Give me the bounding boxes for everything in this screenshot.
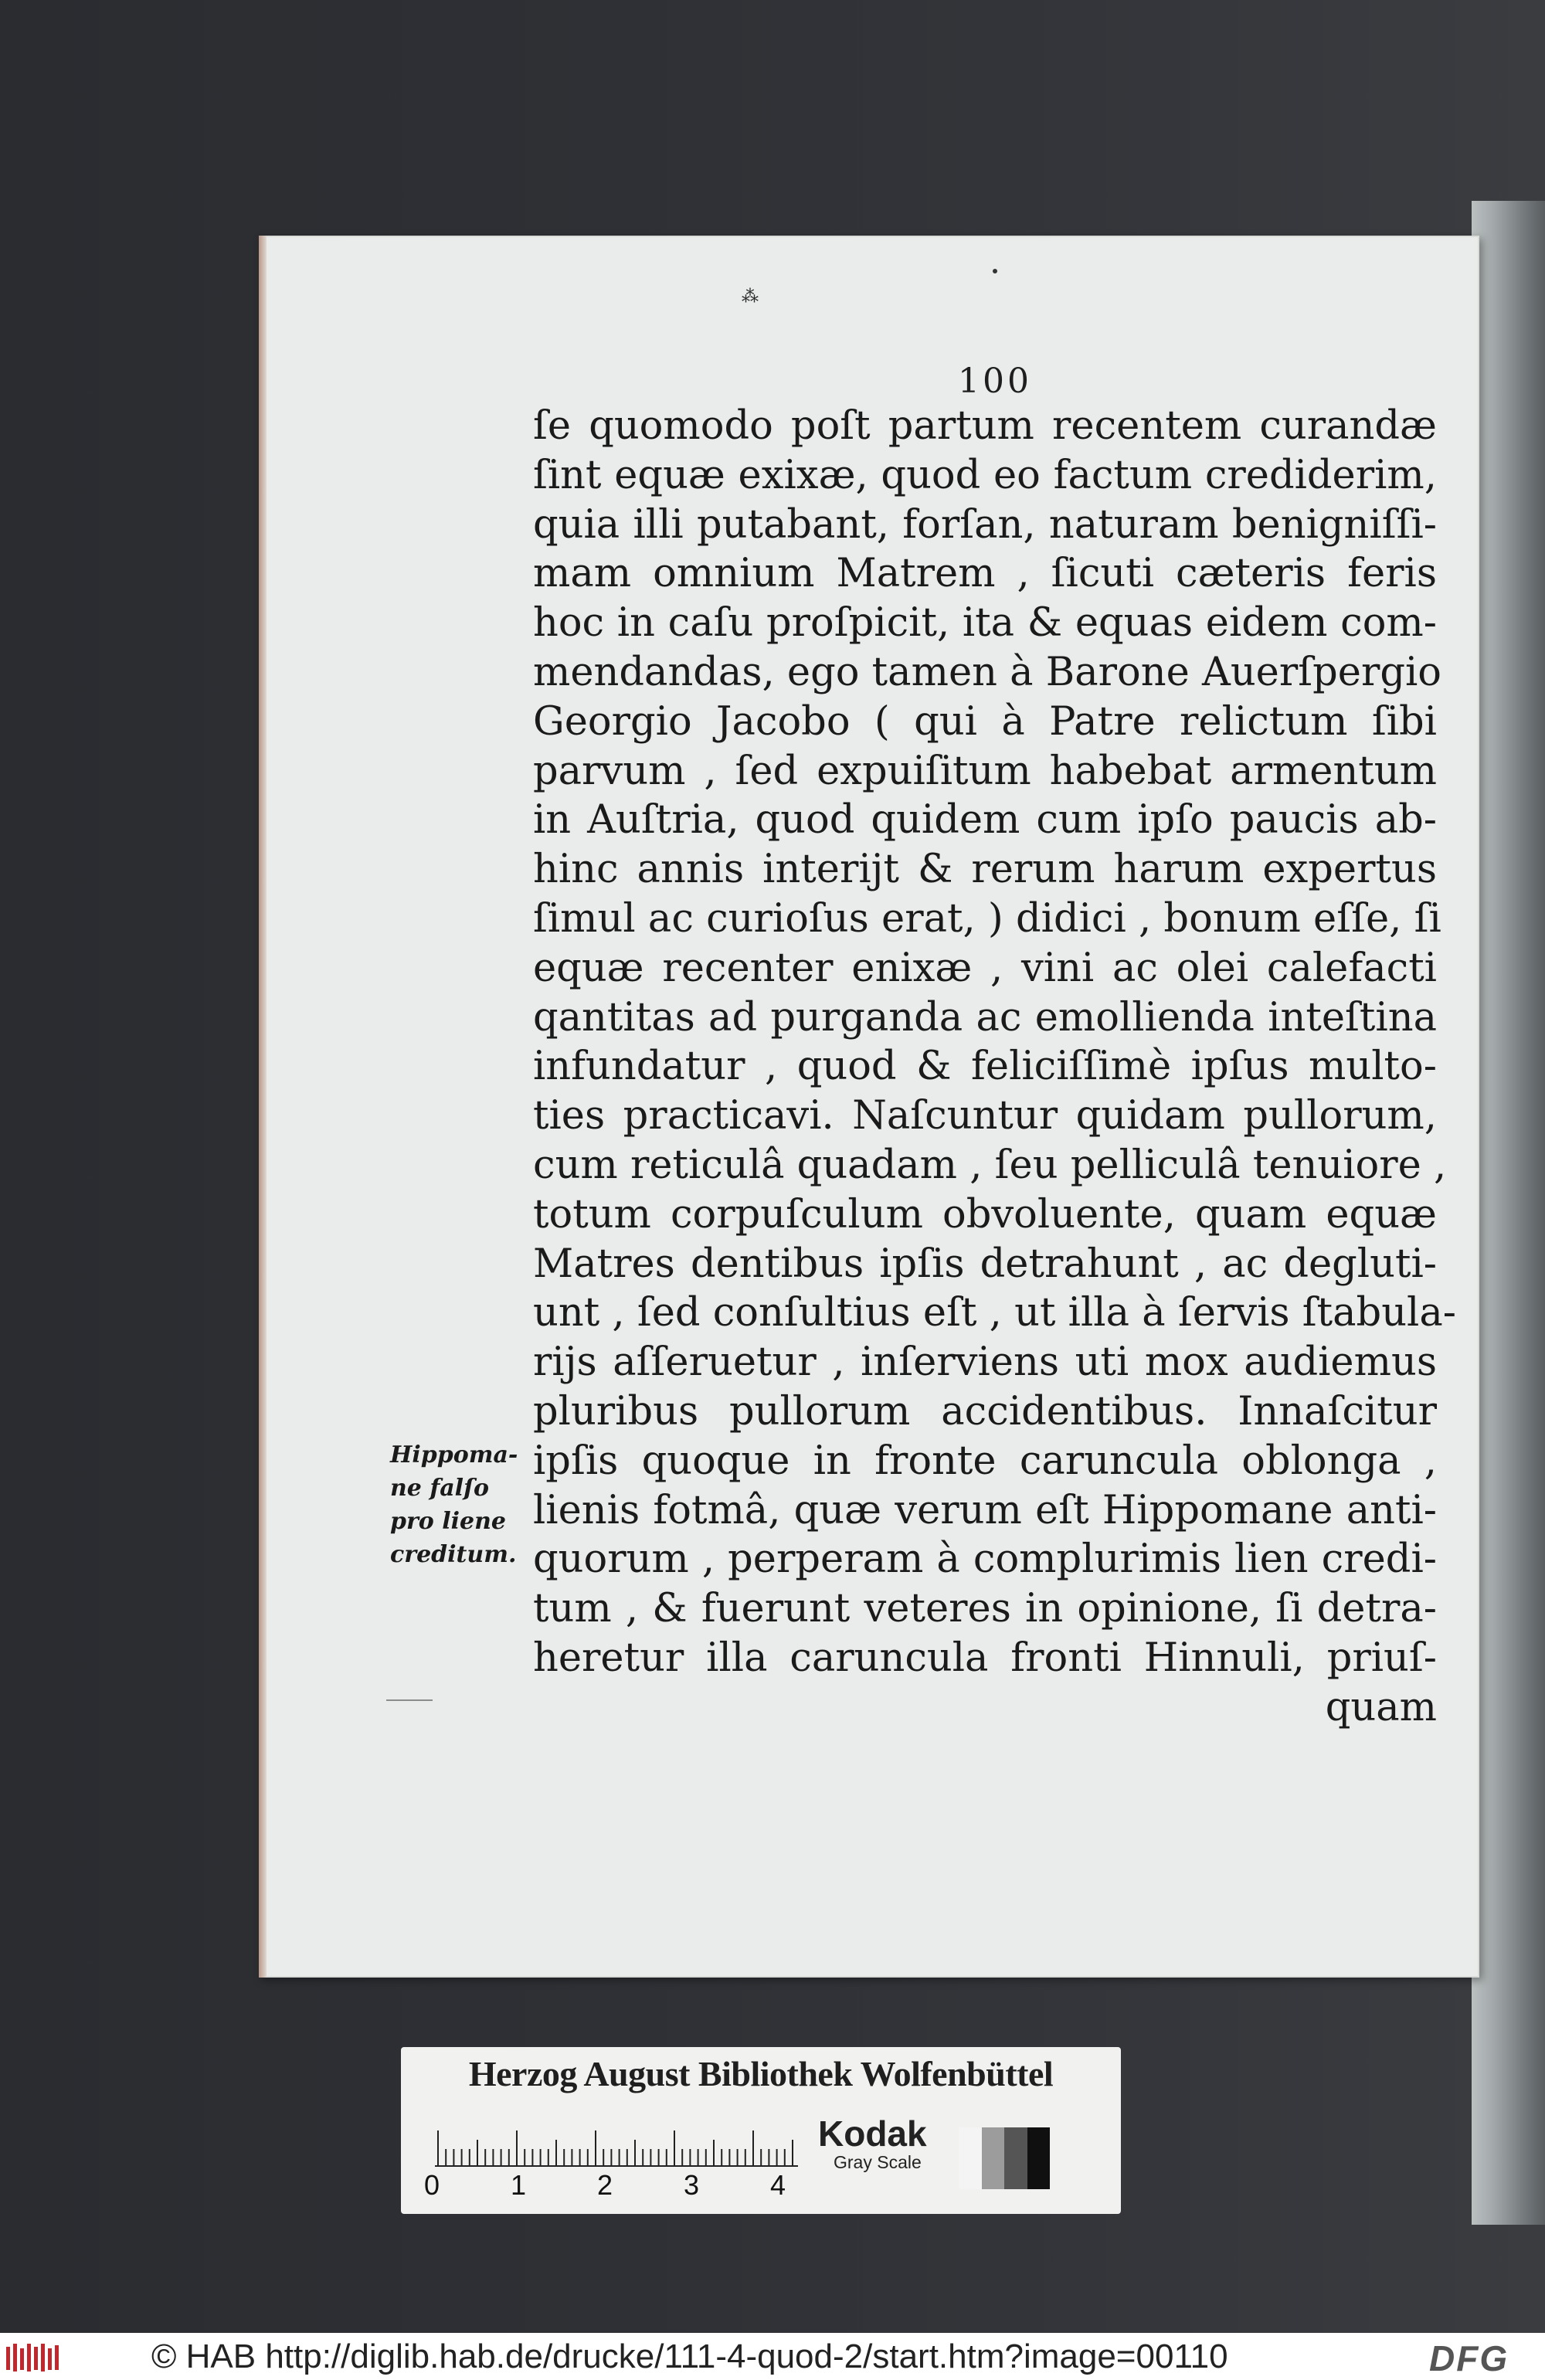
text-line: hoc in caſu proſpicit, ita & equas eidem com- xyxy=(533,600,1437,647)
text-line: hinc annis interijt & rerum harum expertus xyxy=(533,847,1437,893)
text-line: totum corpuſculum obvoluente, quam equæ xyxy=(533,1191,1437,1238)
text-line: quorum , perperam à complurimis lien credi- xyxy=(533,1536,1437,1583)
kodak-logo: Kodak xyxy=(818,2113,927,2154)
gray-swatch xyxy=(1004,2127,1027,2189)
text-line: infundatur , quod & feliciſſimè ipſus multo- xyxy=(533,1044,1437,1090)
text-line: pluribus pullorum accidentibus. Innaſcitur xyxy=(533,1388,1437,1434)
dfg-logo: DFG xyxy=(1429,2338,1509,2378)
gray-swatch xyxy=(1027,2127,1051,2189)
ruler-number: 2 xyxy=(597,2169,613,2201)
marginal-note xyxy=(390,1438,533,1571)
text-line: Matres dentibus ipſis detrahunt , ac degluti- xyxy=(533,1241,1437,1287)
gray-swatch xyxy=(959,2127,982,2189)
catchword: quam xyxy=(1325,1684,1437,1730)
text-line: ſint equæ exixæ, quod eo factum crediderim, xyxy=(533,452,1437,498)
marginal-note-line: pro liene xyxy=(390,1508,507,1535)
text-line: unt , ſed conſultius eſt , ut illa à ſervis ſtabula- xyxy=(533,1290,1456,1336)
measuring-ruler xyxy=(435,2121,798,2168)
text-line: ſimul ac curioſus erat, ) didici , bonum eſſe, ſi xyxy=(533,895,1441,942)
ink-dot xyxy=(993,269,997,273)
footer-bar xyxy=(0,2333,1545,2380)
source-credit-link[interactable]: © HAB http://diglib.hab.de/drucke/111-4-quod-2/start.htm?image=00110 xyxy=(151,2338,1228,2375)
body-text xyxy=(533,402,1456,1733)
gray-swatch xyxy=(982,2127,1005,2189)
text-line: heretur illa caruncula fronti Hinnuli, priuſ- xyxy=(533,1635,1437,1681)
marginal-note-line: Hippoma- xyxy=(390,1441,518,1468)
text-line: ipſis quoque in fronte caruncula oblonga , xyxy=(533,1438,1437,1484)
text-line: Georgio Jacobo ( qui à Patre relictum ſibi xyxy=(533,698,1437,745)
gray-scale-swatches xyxy=(959,2127,1050,2189)
text-line: ſe quomodo poſt partum recentem curandæ xyxy=(533,403,1437,449)
text-line: parvum , ſed expuiſitum habebat armentum xyxy=(533,748,1437,794)
printer-ornament: ⁂ xyxy=(742,287,759,307)
ruler-number: 0 xyxy=(424,2169,440,2201)
ruler-number: 3 xyxy=(684,2169,700,2201)
text-line: mam omnium Matrem , ſicuti cæteris feris xyxy=(533,551,1437,597)
text-line: qantitas ad purganda ac emollienda inteſtina xyxy=(533,994,1437,1041)
marginal-note-line: ne falſo xyxy=(390,1475,489,1502)
text-line: tum , & fuerunt veteres in opinione, ſi detra- xyxy=(533,1586,1437,1632)
page-number: 100 xyxy=(958,362,1032,401)
ruler-number: 4 xyxy=(770,2169,786,2201)
hab-logo-icon xyxy=(5,2342,65,2373)
page-binding-edge xyxy=(259,236,267,1978)
marginal-note-line: creditum. xyxy=(390,1541,517,1568)
library-label-card xyxy=(401,2047,1121,2214)
text-line: in Auſtria, quod quidem cum ipſo paucis ab- xyxy=(533,797,1437,844)
text-line: rijs aſſeruetur , inſerviens uti mox audiemus xyxy=(533,1339,1437,1386)
text-line: equæ recenter enixæ , vini ac olei calefacti xyxy=(533,945,1437,991)
text-line: mendandas, ego tamen à Barone Auerſpergio xyxy=(533,649,1441,695)
library-name: Herzog August Bibliothek Wolfenbüttel xyxy=(468,2054,1054,2093)
text-line: cum reticulâ quadam , ſeu pelliculâ tenuiore , xyxy=(533,1142,1447,1188)
gray-scale-label: Gray Scale xyxy=(834,2152,922,2172)
ruler-scale xyxy=(424,2169,826,2208)
text-line: lienis fotmâ, quæ verum eſt Hippomane anti- xyxy=(533,1487,1437,1533)
margin-mark xyxy=(386,1699,433,1701)
text-line: quia illi putabant, forſan, naturam benigniſſi- xyxy=(533,501,1437,548)
ruler-number: 1 xyxy=(511,2169,527,2201)
text-line: ties practicavi. Naſcuntur quidam pullorum, xyxy=(533,1093,1437,1139)
adjacent-page-edge xyxy=(1472,201,1545,2225)
